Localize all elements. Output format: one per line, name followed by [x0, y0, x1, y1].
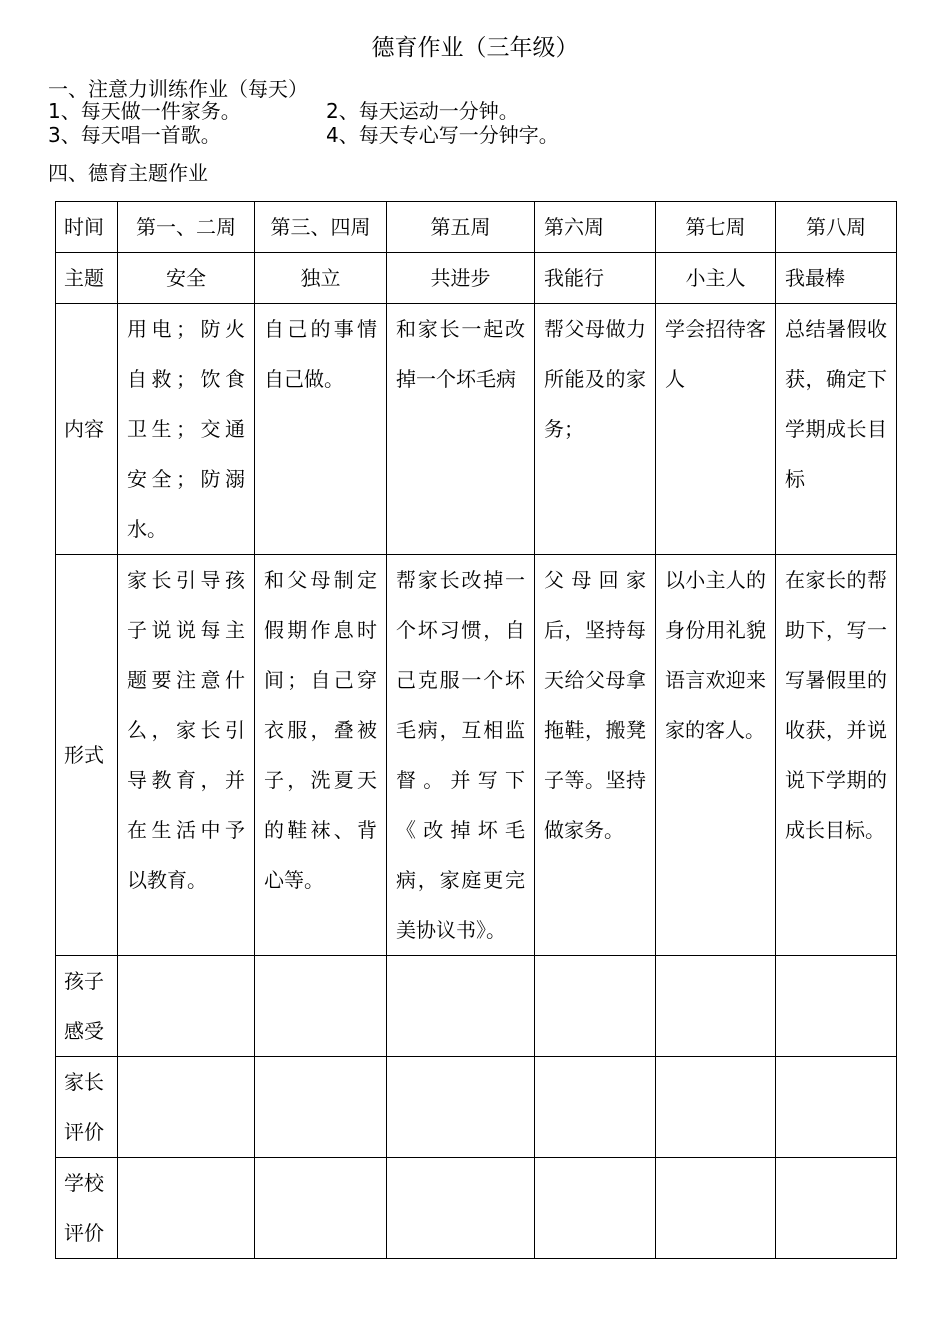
section-heading-theme: 四、德育主题作业: [48, 161, 208, 185]
child-feeling-cell-4: [535, 956, 656, 1057]
week-header-6: 第六周: [535, 202, 656, 253]
content-cell-3: 和家长一起改掉一个坏毛病: [387, 304, 535, 555]
form-cell-3: 帮家长改掉一个坏习惯，自己克服一个坏毛病，互相监督。并写下《改掉坏毛病，家庭更完美协议书》。: [387, 555, 535, 956]
form-cell-2: 和父母制定假期作息时间；自己穿衣服，叠被子，洗夏天的鞋袜、背心等。: [255, 555, 387, 956]
row-form: [56, 555, 897, 956]
row-label-form: 形式: [56, 555, 118, 956]
theme-cell-6: 我最棒: [776, 253, 897, 304]
attention-item-2: 2、每天运动一分钟。: [326, 99, 519, 123]
school-eval-cell-5: [656, 1158, 776, 1259]
form-cell-5: 以小主人的身份用礼貌语言欢迎来家的客人。: [656, 555, 776, 956]
row-label-parent-eval: 家长评价: [56, 1057, 118, 1158]
document-title: 德育作业（三年级）: [371, 35, 579, 61]
row-content: [56, 304, 897, 555]
form-cell-4: 父母回家后，坚持每天给父母拿拖鞋，搬凳子等。坚持做家务。: [535, 555, 656, 956]
theme-cell-4: 我能行: [535, 253, 656, 304]
row-time: [56, 202, 897, 253]
row-label-time: 时间: [56, 202, 118, 253]
theme-homework-table: [55, 201, 897, 1259]
row-child-feeling: [56, 956, 897, 1057]
parent-eval-cell-5: [656, 1057, 776, 1158]
content-cell-2: 自己的事情自己做。: [255, 304, 387, 555]
theme-cell-5: 小主人: [656, 253, 776, 304]
row-label-theme: 主题: [56, 253, 118, 304]
content-cell-5: 学会招待客人: [656, 304, 776, 555]
week-header-7: 第七周: [656, 202, 776, 253]
content-cell-1: 用电；防火自救；饮食卫生；交通安全；防溺水。: [118, 304, 255, 555]
section-heading-attention: 一、注意力训练作业（每天）: [48, 77, 308, 101]
theme-cell-3: 共进步: [387, 253, 535, 304]
week-header-8: 第八周: [776, 202, 897, 253]
row-label-content: 内容: [56, 304, 118, 555]
content-cell-4: 帮父母做力所能及的家务；: [535, 304, 656, 555]
week-header-5: 第五周: [387, 202, 535, 253]
parent-eval-cell-4: [535, 1057, 656, 1158]
school-eval-cell-2: [255, 1158, 387, 1259]
child-feeling-cell-5: [656, 956, 776, 1057]
attention-item-3: 3、每天唱一首歌。: [48, 123, 221, 147]
attention-item-4: 4、每天专心写一分钟字。: [326, 123, 559, 147]
child-feeling-cell-2: [255, 956, 387, 1057]
theme-cell-2: 独立: [255, 253, 387, 304]
child-feeling-cell-6: [776, 956, 897, 1057]
content-cell-6: 总结暑假收获，确定下学期成长目标: [776, 304, 897, 555]
row-theme: [56, 253, 897, 304]
form-cell-6: 在家长的帮助下，写一写暑假里的收获，并说说下学期的成长目标。: [776, 555, 897, 956]
parent-eval-cell-2: [255, 1057, 387, 1158]
parent-eval-cell-3: [387, 1057, 535, 1158]
week-header-3-4: 第三、四周: [255, 202, 387, 253]
school-eval-cell-6: [776, 1158, 897, 1259]
school-eval-cell-1: [118, 1158, 255, 1259]
row-label-child-feeling: 孩子感受: [56, 956, 118, 1057]
theme-cell-1: 安全: [118, 253, 255, 304]
parent-eval-cell-6: [776, 1057, 897, 1158]
parent-eval-cell-1: [118, 1057, 255, 1158]
row-parent-eval: [56, 1057, 897, 1158]
row-label-school-eval: 学校评价: [56, 1158, 118, 1259]
form-cell-1: 家长引导孩子说说每主题要注意什么，家长引导教育，并在生活中予以教育。: [118, 555, 255, 956]
attention-item-1: 1、每天做一件家务。: [48, 99, 241, 123]
child-feeling-cell-1: [118, 956, 255, 1057]
child-feeling-cell-3: [387, 956, 535, 1057]
school-eval-cell-3: [387, 1158, 535, 1259]
row-school-eval: [56, 1158, 897, 1259]
week-header-1-2: 第一、二周: [118, 202, 255, 253]
school-eval-cell-4: [535, 1158, 656, 1259]
